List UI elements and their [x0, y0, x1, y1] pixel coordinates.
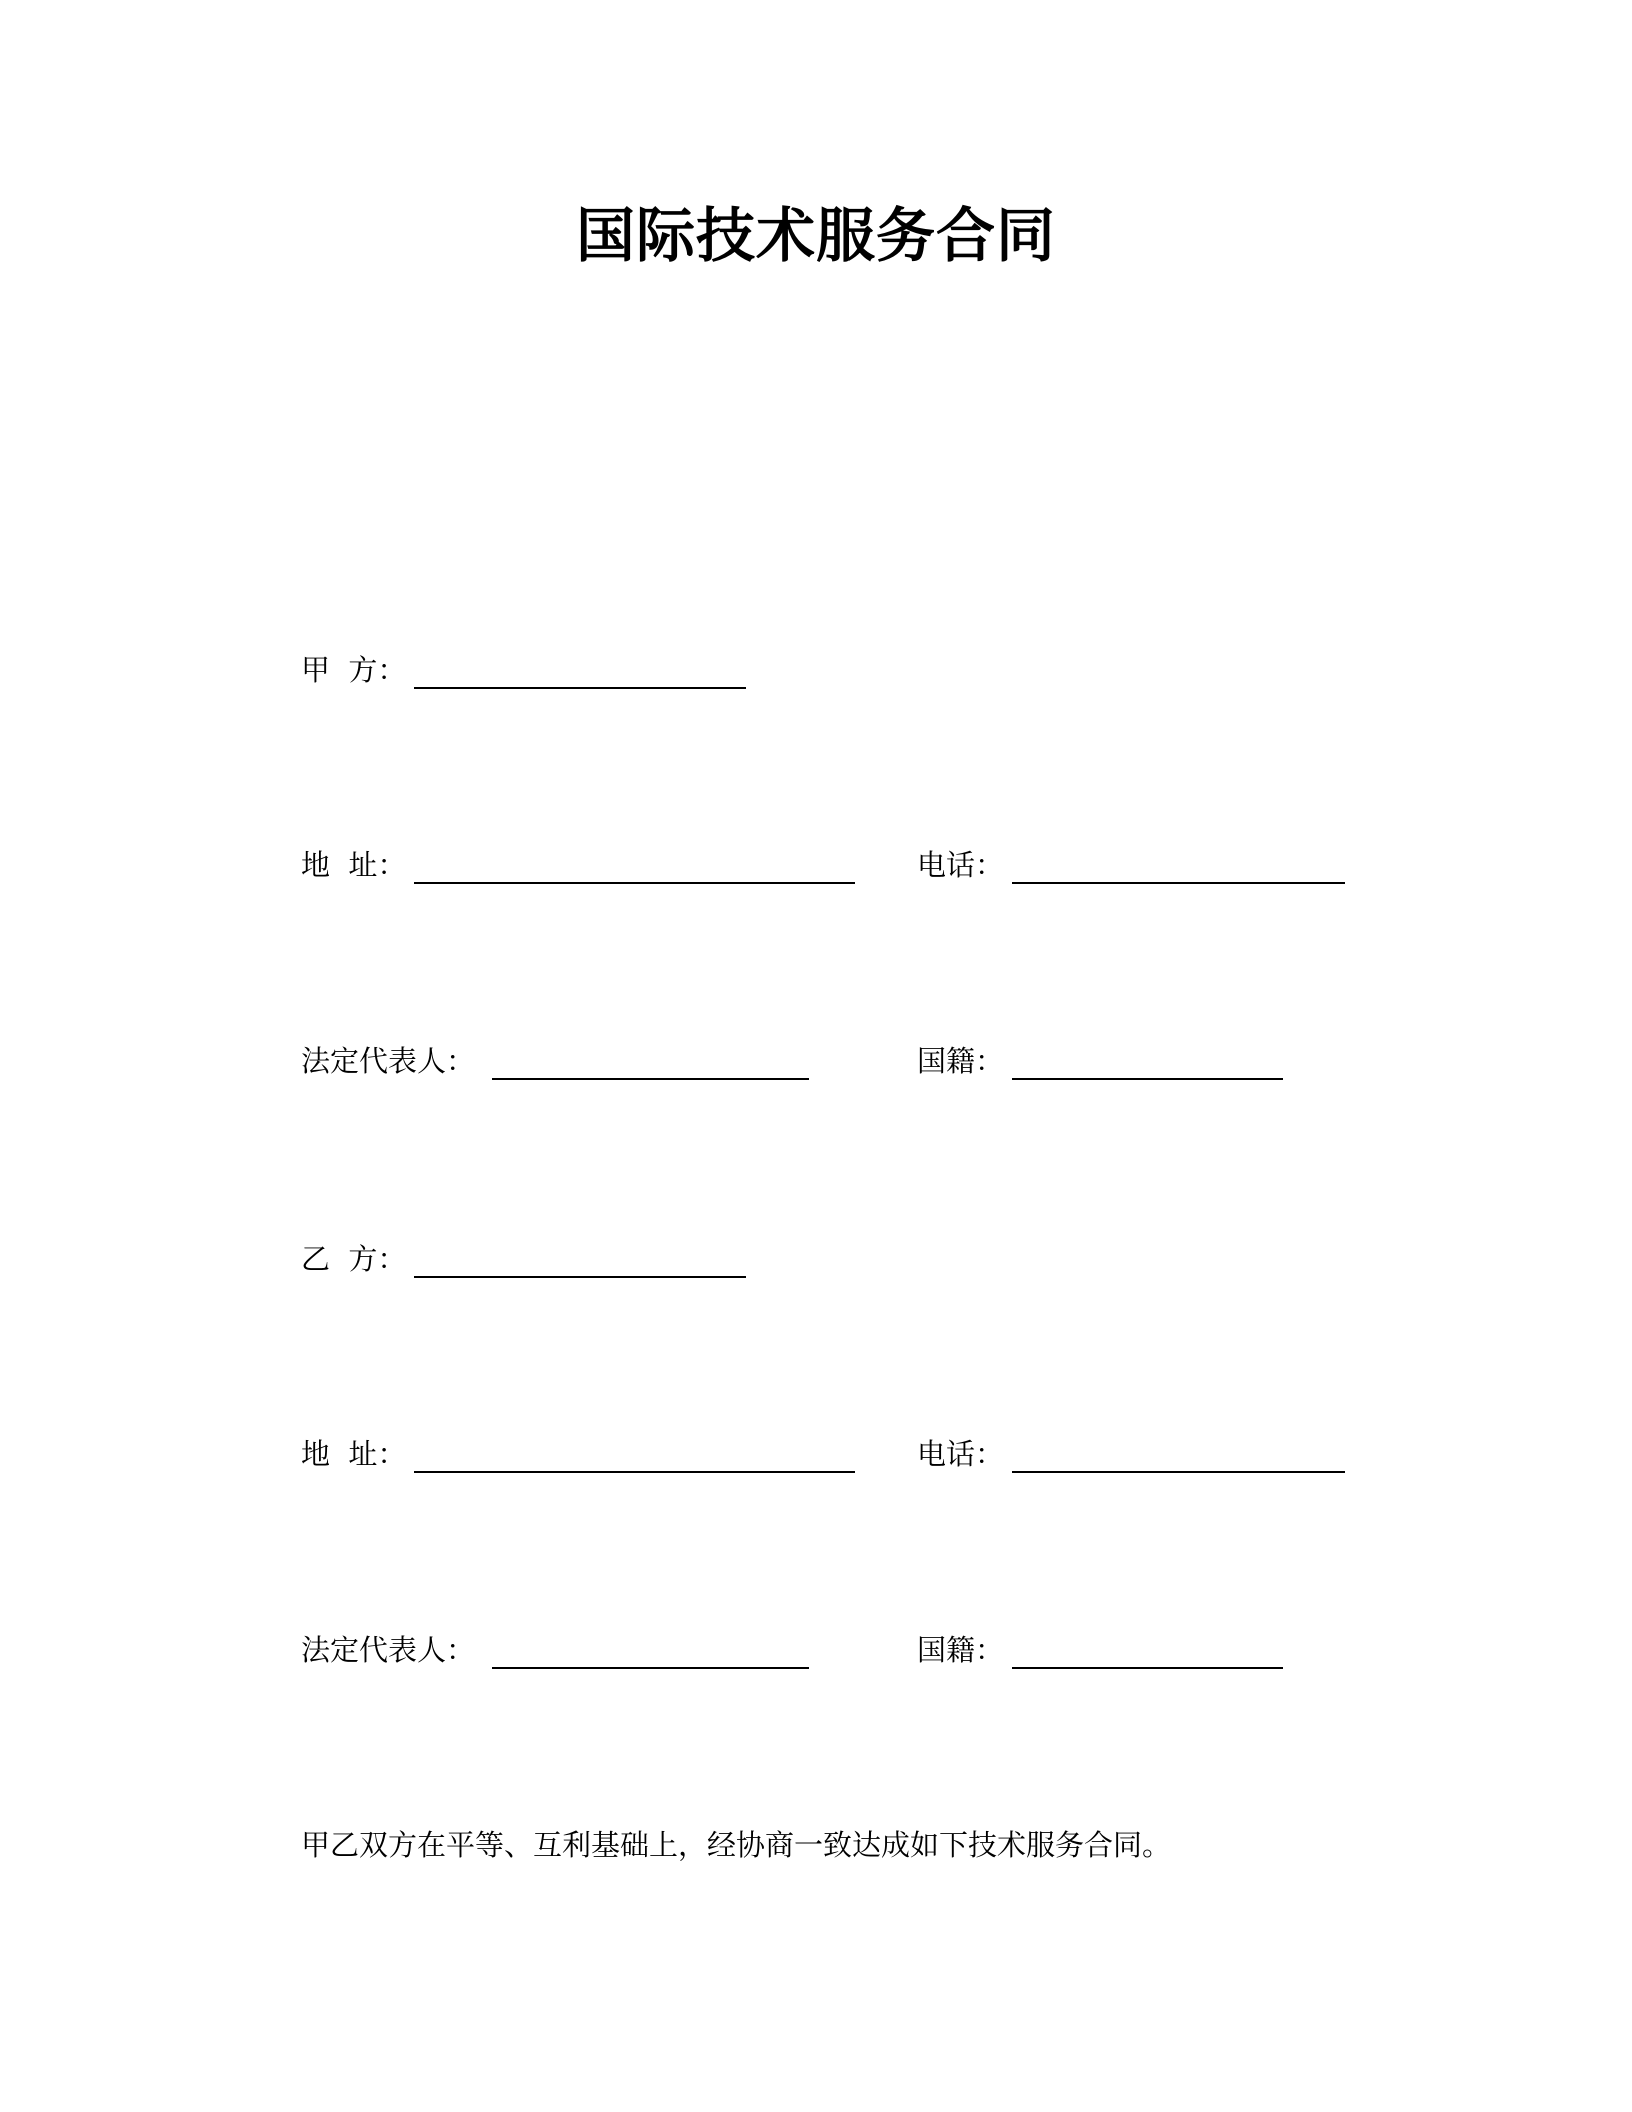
party-a-phone-line[interactable] [1012, 882, 1345, 884]
party-b-legal-rep-label: 法定代表人： [301, 1633, 476, 1667]
party-a-nationality-line[interactable] [1012, 1078, 1283, 1080]
party-b-label: 乙 方： [301, 1242, 407, 1276]
party-a-address-label: 地 址： [301, 848, 407, 882]
party-b-phone-label: 电话： [917, 1437, 1005, 1471]
party-a-legal-rep-line[interactable] [492, 1078, 809, 1080]
party-a-nationality-label: 国籍： [917, 1044, 1005, 1078]
party-a-legal-rep-label: 法定代表人： [301, 1044, 476, 1078]
party-a-name-line[interactable] [414, 687, 746, 689]
party-a-address-line[interactable] [414, 882, 855, 884]
party-b-address-label: 地 址： [301, 1437, 407, 1471]
party-a-label: 甲 方： [301, 653, 407, 687]
party-b-nationality-label: 国籍： [917, 1633, 1005, 1667]
party-b-nationality-line[interactable] [1012, 1667, 1283, 1669]
party-b-name-line[interactable] [414, 1276, 746, 1278]
party-b-phone-line[interactable] [1012, 1471, 1345, 1473]
agreement-statement: 甲乙双方在平等、互利基础上，经协商一致达成如下技术服务合同。 [301, 1828, 1172, 1862]
party-b-address-line[interactable] [414, 1471, 855, 1473]
party-b-legal-rep-line[interactable] [492, 1667, 809, 1669]
contract-title: 国际技术服务合同 [575, 201, 1056, 270]
party-a-phone-label: 电话： [917, 848, 1005, 882]
